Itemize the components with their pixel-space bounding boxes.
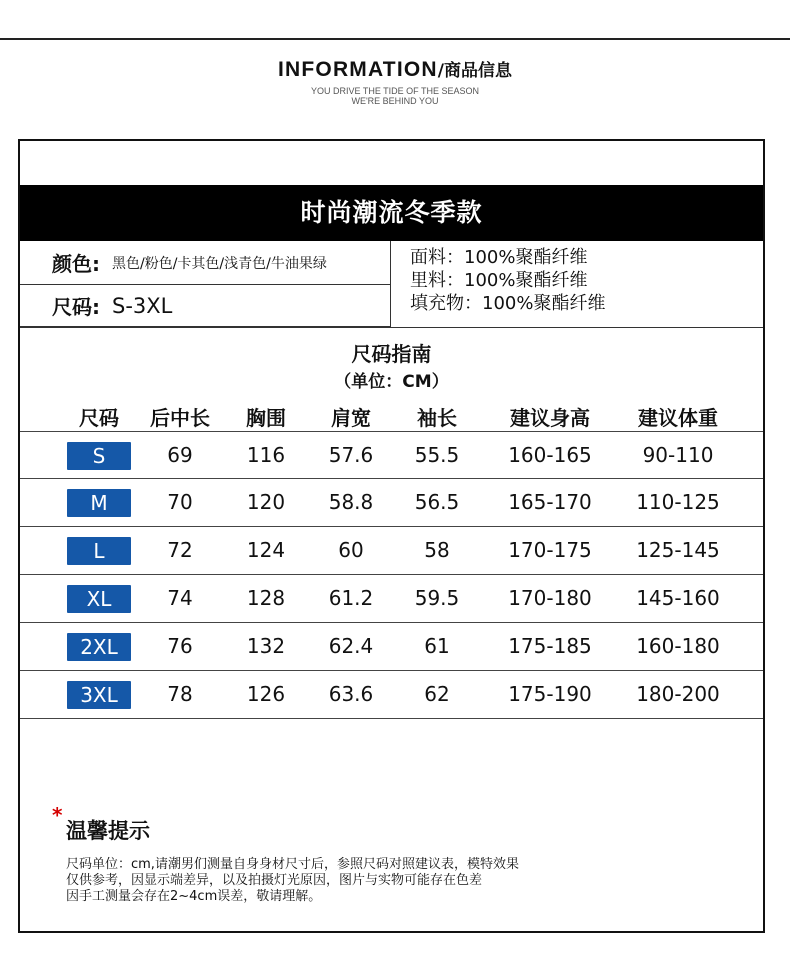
table-cell: 160-165 bbox=[508, 443, 592, 467]
size-guide-unit: （单位：CM） bbox=[334, 372, 449, 392]
table-cell: 58.8 bbox=[328, 490, 374, 514]
table-cell: 165-170 bbox=[508, 490, 592, 514]
table-cell: 63.6 bbox=[328, 682, 374, 706]
table-cell: 145-160 bbox=[636, 586, 720, 610]
table-cell: 120 bbox=[246, 490, 286, 514]
table-cell: 69 bbox=[167, 443, 193, 467]
size-badge: L bbox=[67, 537, 131, 565]
tips-line-2: 仅供参考，因显示端差异，以及拍摄灯光原因，图片与实物可能存在色差 bbox=[66, 873, 483, 888]
table-row bbox=[20, 431, 763, 479]
table-cell: 132 bbox=[246, 634, 286, 658]
col-header: 胸围 bbox=[246, 406, 286, 430]
table-cell: 180-200 bbox=[636, 682, 720, 706]
fabric-shell: 面料：100%聚酯纤维 bbox=[410, 247, 588, 268]
col-header: 袖长 bbox=[417, 406, 457, 430]
tips-line-3: 因手工测量会存在2~4cm误差，敬请理解。 bbox=[66, 889, 322, 904]
table-cell: 126 bbox=[246, 682, 286, 706]
table-cell: 70 bbox=[167, 490, 193, 514]
attr-divider bbox=[390, 241, 391, 327]
tips-star: * bbox=[52, 803, 63, 827]
table-cell: 170-175 bbox=[508, 538, 592, 562]
table-cell: 76 bbox=[167, 634, 193, 658]
product-banner: 时尚潮流冬季款 bbox=[20, 185, 763, 241]
title-sep: / bbox=[437, 61, 444, 81]
table-cell: 62.4 bbox=[328, 634, 374, 658]
table-row bbox=[20, 479, 763, 527]
table-cell: 170-180 bbox=[508, 586, 592, 610]
col-header: 后中长 bbox=[150, 406, 210, 430]
table-cell: 55.5 bbox=[414, 443, 460, 467]
fabric-filling: 填充物：100%聚酯纤维 bbox=[410, 293, 606, 314]
table-cell: 60 bbox=[338, 538, 364, 562]
size-label: 尺码: bbox=[52, 295, 100, 319]
table-cell: 125-145 bbox=[636, 538, 720, 562]
table-cell: 59.5 bbox=[414, 586, 460, 610]
table-cell: 78 bbox=[167, 682, 193, 706]
table-cell: 61 bbox=[424, 634, 450, 658]
table-cell: 62 bbox=[424, 682, 450, 706]
fabric-info bbox=[410, 246, 605, 315]
col-header: 建议身高 bbox=[510, 406, 590, 430]
tips-line-1: 尺码单位：cm,请潮男们测量自身身材尺寸后，参照尺码对照建议表，模特效果 bbox=[66, 857, 519, 872]
table-cell: 58 bbox=[424, 538, 450, 562]
tips-title: 温馨提示 bbox=[66, 819, 150, 843]
table-cell: 72 bbox=[167, 538, 193, 562]
size-badge: XL bbox=[67, 585, 131, 613]
size-guide-title: 尺码指南 bbox=[351, 342, 432, 366]
info-card bbox=[18, 139, 765, 933]
table-cell: 160-180 bbox=[636, 634, 720, 658]
tips-text bbox=[66, 857, 706, 905]
table-cell: 128 bbox=[246, 586, 286, 610]
table-cell: 57.6 bbox=[328, 443, 374, 467]
subtitle-line-1: YOU DRIVE THE TIDE OF THE SEASON bbox=[310, 86, 480, 96]
table-cell: 61.2 bbox=[328, 586, 374, 610]
col-header: 肩宽 bbox=[331, 406, 371, 430]
title-en: INFORMATION bbox=[277, 58, 438, 81]
col-header: 建议体重 bbox=[638, 406, 718, 430]
size-row bbox=[20, 285, 391, 327]
size-table-body bbox=[20, 431, 763, 719]
size-badge: S bbox=[67, 442, 131, 470]
table-row bbox=[20, 671, 763, 719]
table-cell: 56.5 bbox=[414, 490, 460, 514]
size-badge: 2XL bbox=[67, 633, 131, 661]
size-badge: 3XL bbox=[67, 681, 131, 709]
table-cell: 175-185 bbox=[508, 634, 592, 658]
table-row bbox=[20, 623, 763, 671]
table-cell: 90-110 bbox=[642, 443, 714, 467]
color-label: 颜色: bbox=[52, 252, 100, 276]
table-cell: 124 bbox=[246, 538, 286, 562]
title-zh: 商品信息 bbox=[444, 61, 512, 81]
table-cell: 74 bbox=[167, 586, 193, 610]
page-title bbox=[0, 56, 790, 82]
color-row bbox=[20, 241, 391, 285]
table-cell: 116 bbox=[246, 443, 286, 467]
color-value: 黑色/粉色/卡其色/浅青色/牛油果绿 bbox=[112, 255, 327, 272]
size-value: S-3XL bbox=[112, 293, 173, 318]
subtitle-line-2: WE'RE BEHIND YOU bbox=[351, 96, 439, 106]
section-divider bbox=[20, 327, 763, 328]
table-row bbox=[20, 527, 763, 575]
page-subtitle bbox=[0, 86, 790, 106]
size-badge: M bbox=[67, 489, 131, 517]
table-cell: 175-190 bbox=[508, 682, 592, 706]
table-row bbox=[20, 575, 763, 623]
col-header: 尺码 bbox=[79, 406, 119, 430]
fabric-lining: 里料：100%聚酯纤维 bbox=[410, 270, 588, 291]
table-cell: 110-125 bbox=[636, 490, 720, 514]
top-divider bbox=[0, 38, 790, 40]
